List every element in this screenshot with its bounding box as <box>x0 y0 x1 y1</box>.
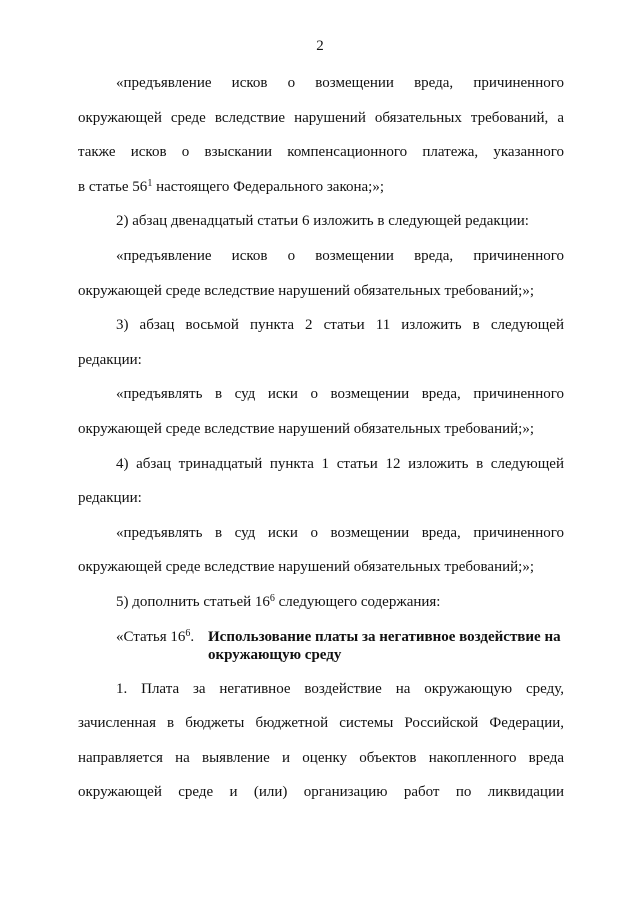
text-line: зачисленная в бюджеты бюджетной системы Российской Федерации, <box>78 715 564 732</box>
text-line: окружающей среде вследствие нарушений обязательных требований;»; <box>78 420 534 437</box>
page-number: 2 <box>316 38 324 54</box>
text-line-article-16 <box>78 585 564 620</box>
text-fragment: 5) дополнить статьей 16 <box>116 593 270 610</box>
article-heading <box>78 620 564 672</box>
text-line: «предъявление исков о возмещении вреда, причиненного <box>116 247 564 264</box>
text-line: 1. Плата за негативное воздействие на окружающую среду, <box>116 680 564 697</box>
text-fragment: настоящего Федерального закона;»; <box>152 178 385 195</box>
text-line: 2) абзац двенадцатый статьи 6 изложить в следующей редакции: <box>116 213 529 230</box>
text-line: окружающей среде вследствие нарушений обязательных требований, а <box>78 109 564 126</box>
superscript: 6 <box>269 592 275 604</box>
article-title: Использование платы за негативное воздействие на окружающую среду <box>208 628 561 663</box>
text-fragment: следующего содержания: <box>274 593 441 610</box>
text-line: окружающей среде и (или) организацию работ по ликвидации <box>78 784 564 801</box>
text-line: 3) абзац восьмой пункта 2 статьи 11 изложить в следующей <box>116 317 564 334</box>
text-line: редакции: <box>78 351 142 368</box>
text-line: 4) абзац тринадцатый пункта 1 статьи 12 изложить в следующей <box>116 455 564 472</box>
text-line-article-56 <box>78 170 564 205</box>
text-fragment: в статье 56 <box>78 178 148 195</box>
text-line: окружающей среде вследствие нарушений обязательных требований;»; <box>78 282 534 299</box>
document-body <box>78 66 564 810</box>
text-line: направляется на выявление и оценку объектов накопленного вреда <box>78 749 564 766</box>
superscript: 6 <box>185 627 191 639</box>
article-label <box>116 620 208 672</box>
text-line: «предъявление исков о возмещении вреда, причиненного <box>116 75 564 91</box>
text-fragment: . <box>190 628 195 645</box>
text-line: «предъявлять в суд иски о возмещении вреда, причиненного <box>116 524 564 541</box>
text-line: окружающей среде вследствие нарушений обязательных требований;»; <box>78 559 534 576</box>
text-fragment: «Статья 16 <box>116 628 186 645</box>
text-line: также исков о взыскании компенсационного платежа, указанного <box>78 144 564 161</box>
text-line: редакции: <box>78 490 142 507</box>
superscript: 1 <box>147 177 153 189</box>
text-line: «предъявлять в суд иски о возмещении вреда, причиненного <box>116 386 564 403</box>
